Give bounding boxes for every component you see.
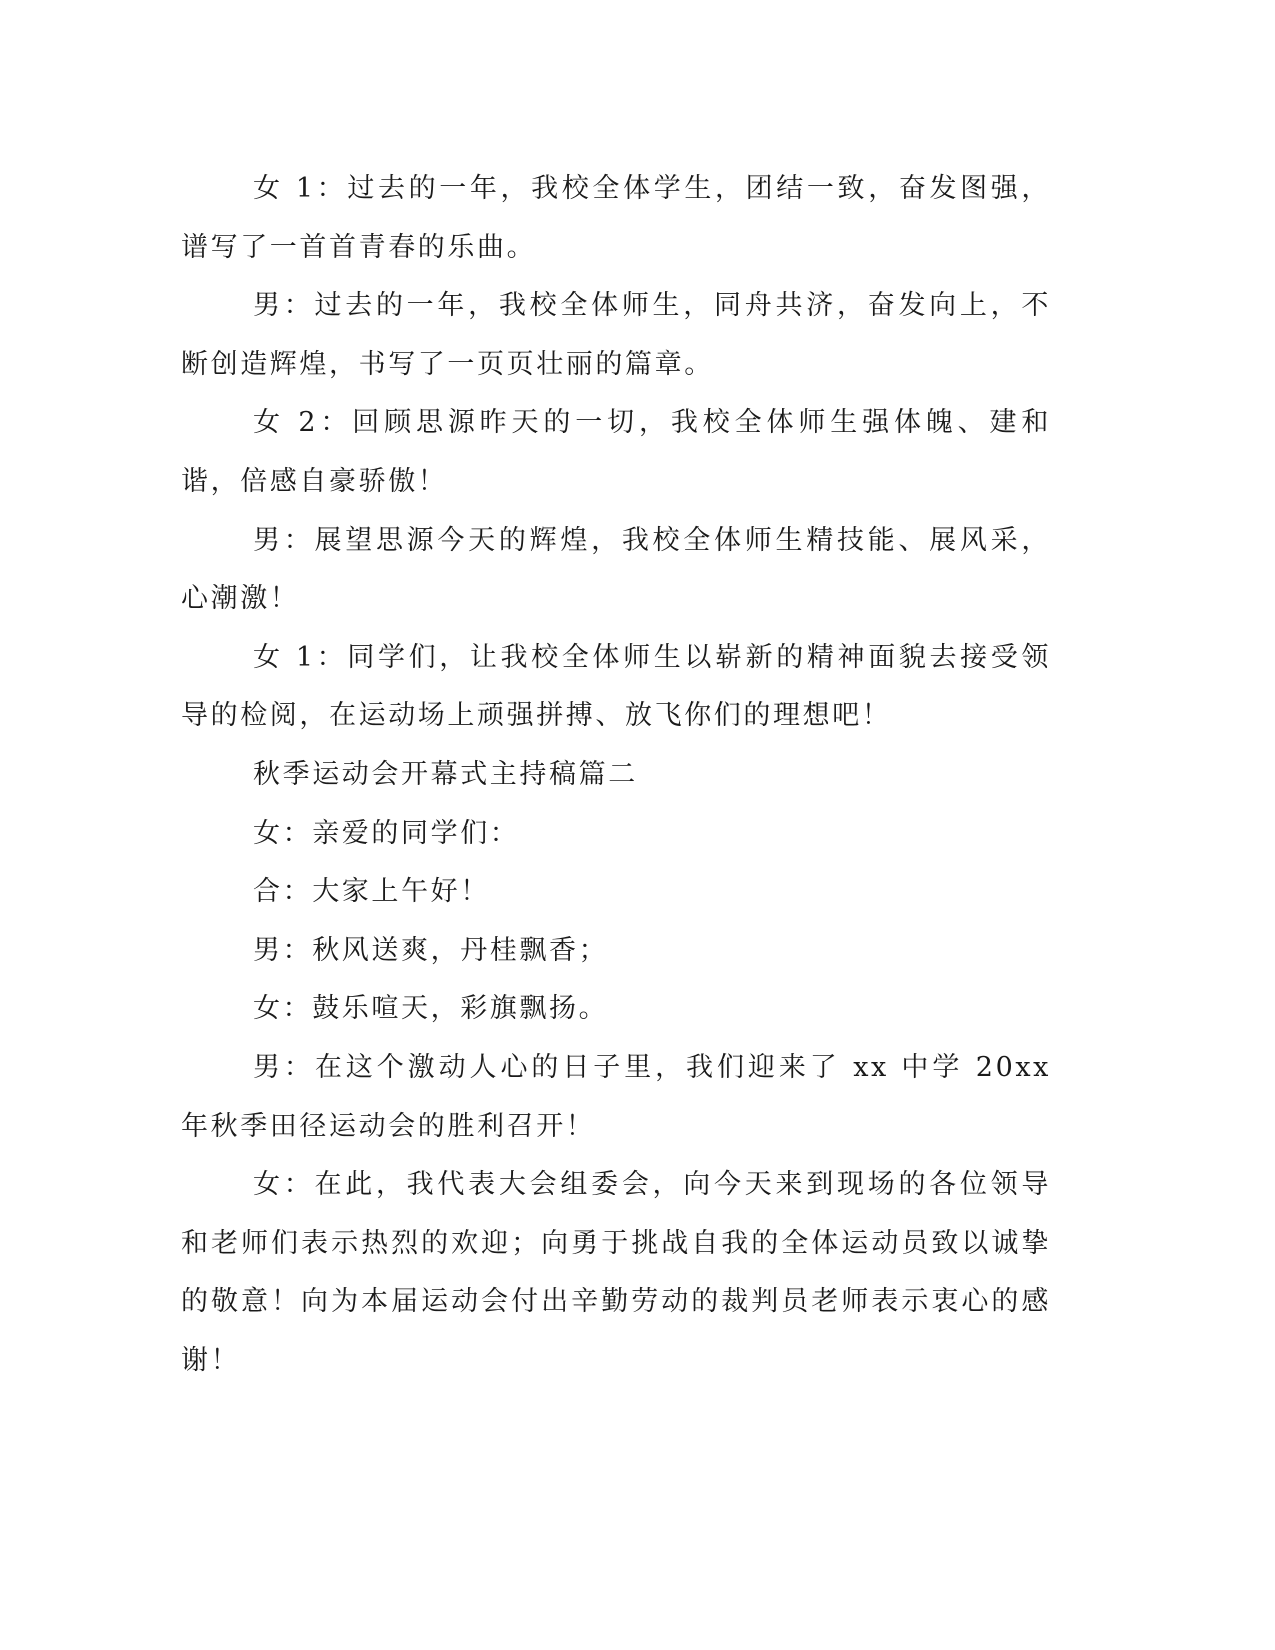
paragraph: 女：亲爱的同学们：: [253, 817, 520, 849]
paragraph: 女 1：同学们，让我校全体师生以崭新的精神面貌去接受领导的检阅，在运动场上顽强拼搏、放飞你们的理想吧！: [181, 641, 1051, 732]
paragraph: 女：鼓乐喧天，彩旗飘扬。: [253, 993, 609, 1025]
paragraph: 男：过去的一年，我校全体师生，同舟共济，奋发向上，不断创造辉煌，书写了一页页壮丽的篇章。: [181, 290, 1051, 380]
paragraph: 女 2：回顾思源昨天的一切，我校全体师生强体魄、建和谐，倍感自豪骄傲！: [181, 407, 1051, 497]
paragraph: 男：展望思源今天的辉煌，我校全体师生精技能、展风采，心潮激！: [181, 524, 1051, 615]
section-heading: 秋季运动会开幕式主持稿篇二: [253, 758, 638, 790]
paragraph: 女 1：过去的一年，我校全体学生，团结一致，奋发图强，谱写了一首首青春的乐曲。: [181, 173, 1051, 263]
paragraph: 男：在这个激动人心的日子里，我们迎来了 xx 中学 20xx 年秋季田径运动会的胜利召开！: [181, 1051, 1051, 1142]
paragraph: 女：在此，我代表大会组委会，向今天来到现场的各位领导和老师们表示热烈的欢迎；向勇于挑战自我的全体运动员致以诚挚的敬意！向为本届运动会付出辛勤劳动的裁判员老师表示衷心的感谢！: [181, 1169, 1051, 1376]
paragraph: 男：秋风送爽，丹桂飘香；: [253, 934, 609, 966]
paragraph: 合：大家上午好！: [253, 876, 490, 908]
document-body: [181, 160, 1051, 1390]
